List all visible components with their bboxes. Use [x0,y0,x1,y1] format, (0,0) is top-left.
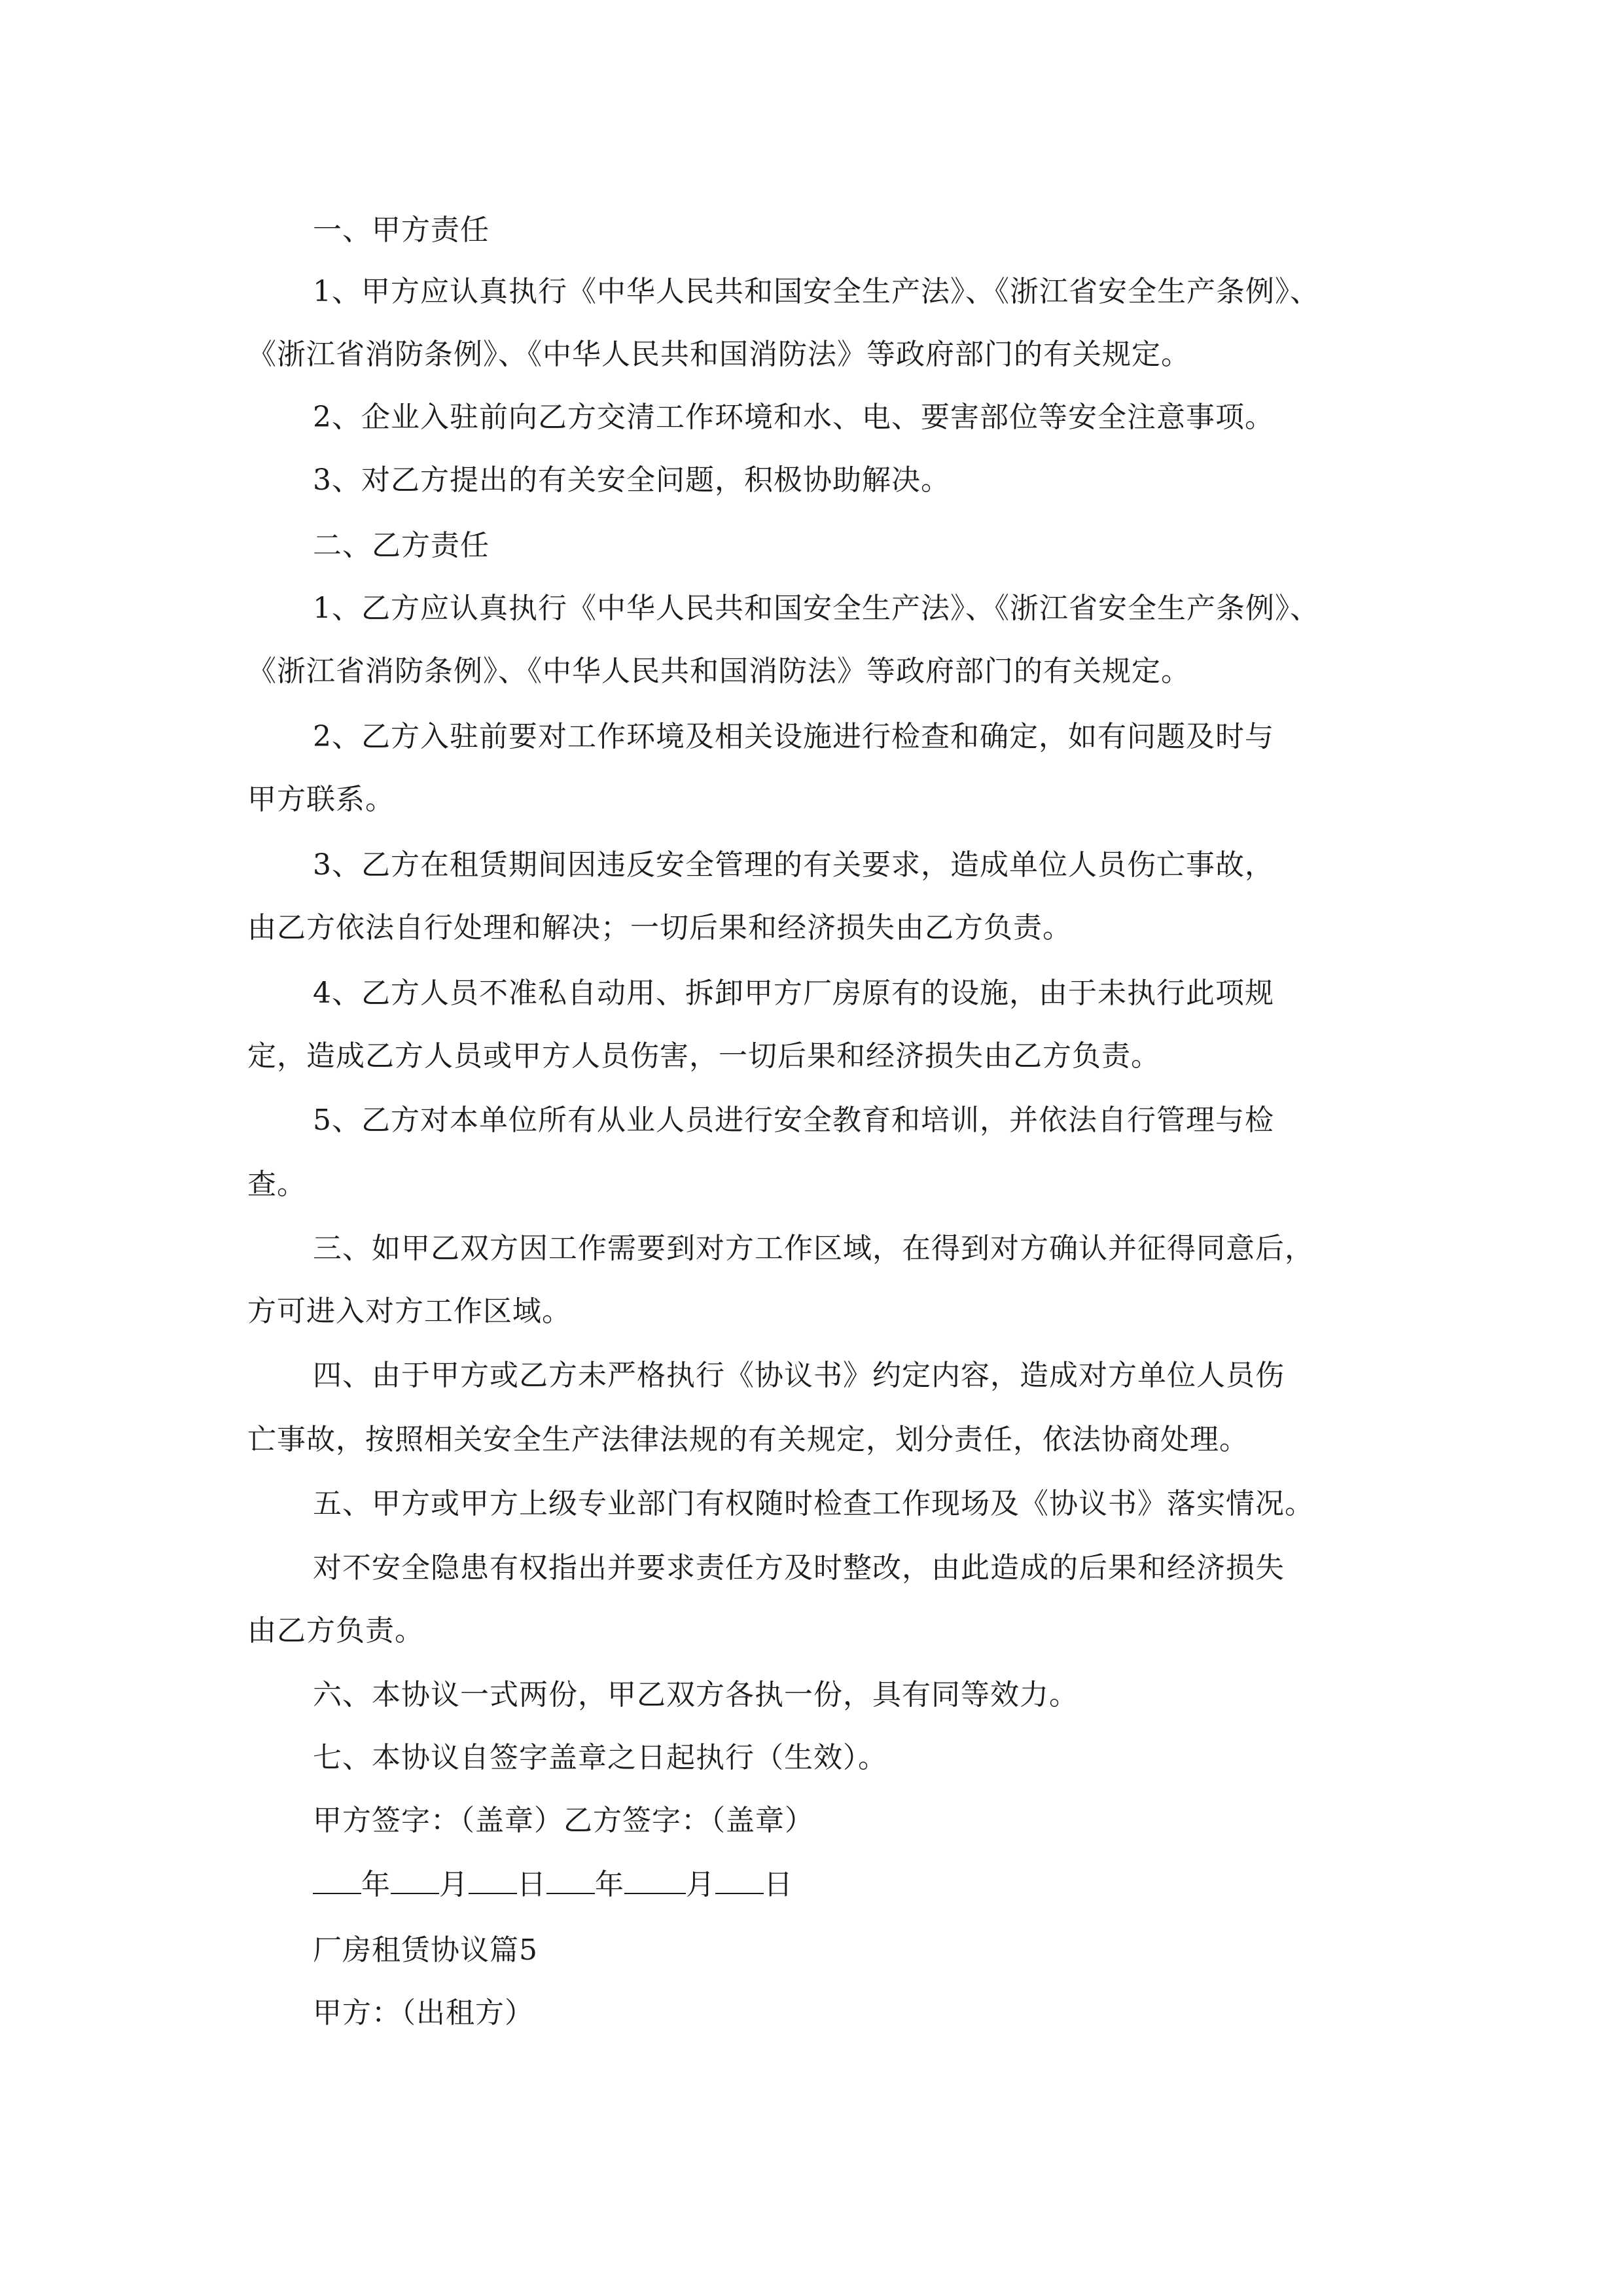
date-blank [391,1868,439,1894]
paragraph-line: 方可进入对方工作区域。 [247,1295,571,1328]
paragraph-line: 查。 [247,1168,306,1201]
paragraph-line: 3、乙方在租赁期间因违反安全管理的有关要求，造成单位人员伤亡事故， [313,848,1274,882]
paragraph-line: 2、乙方入驻前要对工作环境及相关设施进行检查和确定，如有问题及时与 [313,720,1274,753]
paragraph-line: 六、本协议一式两份，甲乙双方各执一份，具有同等效力。 [313,1678,1079,1712]
paragraph-line: 3、对乙方提出的有关安全问题，积极协助解决。 [313,463,950,497]
paragraph-line: 三、如甲乙双方因工作需要到对方工作区域，在得到对方确认并征得同意后， [313,1232,1314,1265]
date-year-label: 年 [595,1868,624,1901]
signature-line: 甲方签字：（盖章）乙方签字：（盖章） [313,1804,814,1837]
paragraph-line: 定，造成乙方人员或甲方人员伤害，一切后果和经济损失由乙方负责。 [247,1039,1160,1073]
date-line [313,1867,793,1903]
paragraph-line: 2、企业入驻前向乙方交清工作环境和水、电、要害部位等安全注意事项。 [313,401,1274,434]
paragraph-line: 4、乙方人员不准私自动用、拆卸甲方厂房原有的设施，由于未执行此项规 [313,977,1274,1010]
date-day-label: 日 [517,1868,546,1901]
date-month-label: 月 [439,1868,469,1901]
paragraph-line: 对不安全隐患有权指出并要求责任方及时整改，由此造成的后果和经济损失 [313,1551,1285,1585]
date-blank [313,1868,361,1894]
paragraph-line: 由乙方依法自行处理和解决；一切后果和经济损失由乙方负责。 [247,911,1072,944]
paragraph-line: 5、乙方对本单位所有从业人员进行安全教育和培训，并依法自行管理与检 [313,1103,1274,1137]
paragraph-line: 《浙江省消防条例》、《中华人民共和国消防法》等政府部门的有关规定。 [247,655,1190,688]
paragraph-line: 1、乙方应认真执行《中华人民共和国安全生产法》、《浙江省安全生产条例》、 [313,592,1319,625]
paragraph-line: 由乙方负责。 [247,1614,424,1647]
date-blank [715,1868,764,1894]
heading-party-a-duties: 一、甲方责任 [313,213,490,247]
paragraph-line: 《浙江省消防条例》、《中华人民共和国消防法》等政府部门的有关规定。 [247,338,1190,371]
date-blank [469,1868,517,1894]
section-title: 厂房租赁协议篇5 [313,1933,538,1967]
paragraph-line: 五、甲方或甲方上级专业部门有权随时检查工作现场及《协议书》落实情况。 [313,1487,1314,1520]
paragraph-line: 亡事故，按照相关安全生产法律法规的有关规定，划分责任，依法协商处理。 [247,1423,1249,1456]
party-a-label: 甲方：（出租方） [313,1996,534,2030]
date-year-label: 年 [361,1868,391,1901]
paragraph-line: 1、甲方应认真执行《中华人民共和国安全生产法》、《浙江省安全生产条例》、 [313,275,1319,308]
date-blank [624,1868,686,1894]
paragraph-line: 四、由于甲方或乙方未严格执行《协议书》约定内容，造成对方单位人员伤 [313,1359,1285,1392]
paragraph-line: 七、本协议自签字盖章之日起执行（生效）。 [313,1741,887,1774]
date-day-label: 日 [764,1868,793,1901]
paragraph-line: 甲方联系。 [247,783,395,816]
date-month-label: 月 [686,1868,715,1901]
date-blank [546,1868,595,1894]
heading-party-b-duties: 二、乙方责任 [313,529,490,562]
